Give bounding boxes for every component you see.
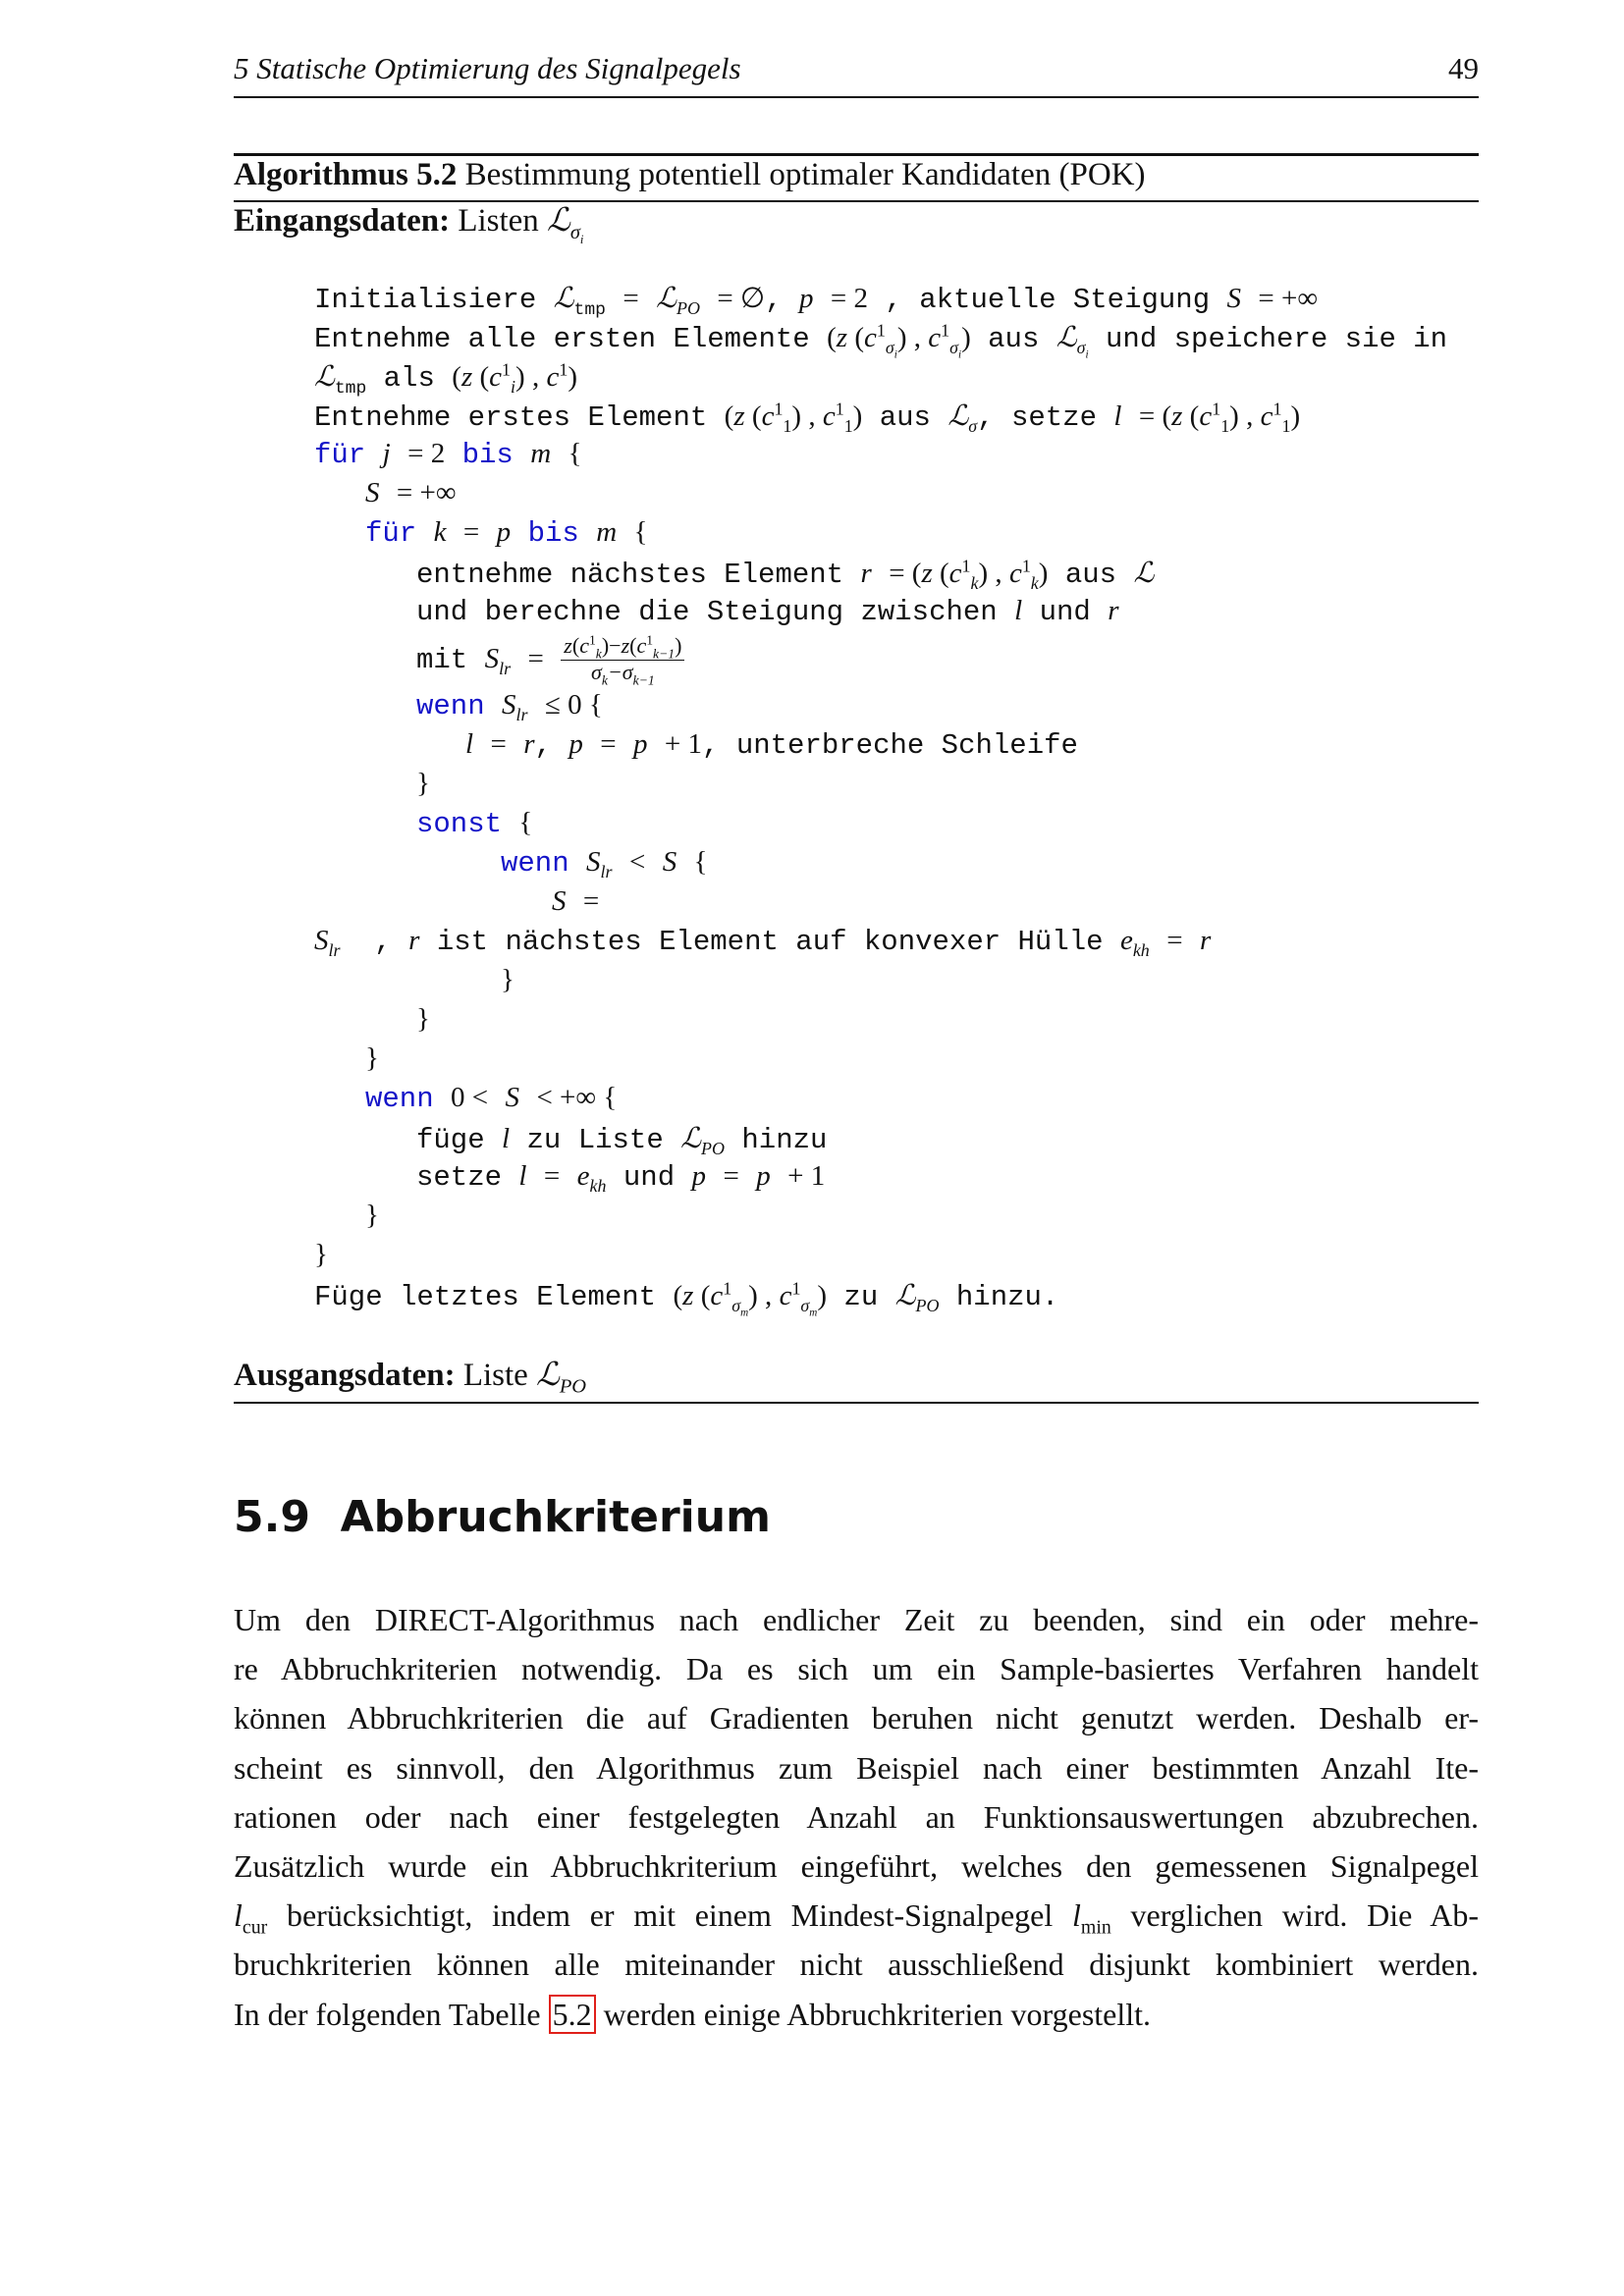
paragraph-line: scheint es sinnvoll, den Algorithmus zum Beispiel nach einer bestimmten Anzahl Ite- <box>234 1749 1479 1786</box>
code-line: } <box>416 768 430 799</box>
code-line: } <box>365 1200 379 1231</box>
input-text: Listen <box>458 203 539 239</box>
paragraph-line: bruchkriterien können alle miteinander nicht ausschließend disjunkt kombiniert werden. <box>234 1947 1479 1983</box>
code-line: und berechne die Steigung zwischen l und r <box>416 595 1119 628</box>
code-line: Entnehme erstes Element (z $(c^1_1)$ , $c^1_1$) aus ℒ$_\sigma$, setze l = (z $(c^1_1)$ , $c^1_1$) <box>314 399 1301 436</box>
section-heading <box>234 1492 771 1542</box>
algorithm-caption <box>234 157 1145 193</box>
code-line: l = r, p = p + 1, unterbreche Schleife <box>465 728 1078 762</box>
chapter-title: 5 Statische Optimierung des Signalpegels <box>234 51 741 85</box>
algorithm-top-rule <box>234 153 1479 156</box>
input-label: Eingangsdaten: <box>234 203 451 239</box>
paragraph-line: $l_{cur}$ berücksichtigt, indem er mit einem Mindest-Signalpegel $l_{min}$ verglichen wird. Die Ab- <box>234 1897 1480 1939</box>
code-line: S = <box>552 885 600 917</box>
code-line: Entnehme alle ersten Elemente (z $(c^1_{\sigma_i})$ , $c^1_{\sigma_i}$) aus ℒ$_{\sigma_i}$ und speichere sie in <box>314 320 1448 361</box>
code-line: S = +∞ <box>365 477 457 508</box>
algorithm-label: Algorithmus 5.2 <box>234 157 458 192</box>
output-text: Liste <box>462 1358 528 1393</box>
code-line: } <box>365 1042 379 1074</box>
paragraph-line: können Abbruchkriterien die auf Gradienten beruhen nicht genutzt werden. Deshalb er- <box>234 1700 1479 1736</box>
table-reference-link[interactable]: 5.2 <box>549 1995 596 2034</box>
code-line: } <box>314 1239 328 1270</box>
paragraph-line: re Abbruchkriterien notwendig. Da es sich um ein Sample-basiertes Verfahren handelt <box>234 1651 1479 1687</box>
section-number: 5.9 <box>234 1492 310 1542</box>
section-title: Abbruchkriterium <box>340 1492 771 1542</box>
code-line: entnehme nächstes Element r = (z $(c^1_k)$ , $c^1_k$) aus ℒ <box>416 556 1155 593</box>
code-line: sonst { <box>416 807 533 840</box>
paragraph-line: Zusätzlich wurde ein Abbruchkriterium eingeführt, welches den gemessenen Signalpegel <box>234 1847 1479 1884</box>
code-line: wenn $S_{lr} < S$ { <box>501 846 708 881</box>
code-line: wenn $S_{lr} \le 0$ { <box>416 689 603 724</box>
paragraph-line: Um den DIRECT-Algorithmus nach endlicher Zeit zu beenden, sind ein oder mehre- <box>234 1602 1479 1637</box>
code-line: füge l zu Liste ℒ$_{PO}$ hinzu <box>416 1123 828 1158</box>
code-line: } <box>416 1003 430 1035</box>
paragraph-line: In der folgenden Tabelle 5.2 werden einige Abbruchkriterien vorgestellt. <box>234 1996 1152 2032</box>
algorithm-input: Eingangsdaten: Listen ℒ$_{\sigma_i}$ <box>234 203 584 246</box>
output-label: Ausgangsdaten: <box>234 1358 456 1393</box>
code-line: setze $l = e_{kh}$ und p = p + 1 <box>416 1160 826 1196</box>
code-line: wenn 0 < S < +∞ { <box>365 1082 618 1115</box>
code-line: für k = p bis m { <box>365 516 648 550</box>
code-line: Initialisiere ℒ$_{tmp}$ = ℒ$_{PO}$ = ∅, p = 2 , aktuelle Steigung S = +∞ <box>314 283 1319 320</box>
code-line: $S_{lr}$ , r ist nächstes Element auf konvexer Hülle $e_{kh} = r$ <box>314 925 1212 960</box>
algorithm-output: Ausgangsdaten: Liste ℒ$_{PO}$ <box>234 1358 587 1398</box>
algorithm-title: Bestimmung potentiell optimaler Kandidaten (POK) <box>464 157 1146 192</box>
page-number: 49 <box>1448 51 1479 85</box>
header-rule <box>234 96 1479 98</box>
code-line: Füge letztes Element (z $(c^1_{\sigma_m})$ , $c^1_{\sigma_m}$) zu ℒ$_{PO}$ hinzu. <box>314 1278 1059 1319</box>
algorithm-bottom-rule <box>234 1402 1479 1404</box>
code-line: } <box>501 964 514 995</box>
code-line: ℒ$_{tmp}$ als (z $(c^1_i)$ , $c^1$) <box>314 359 577 399</box>
code-line: für j = 2 bis m { <box>314 438 582 471</box>
paragraph-line: rationen oder nach einer festgelegten Anzahl an Funktionsauswertungen abzubrechen. <box>234 1798 1479 1835</box>
code-line: mit $S_{lr}$ = $\frac{z(c^1_k)-z(c^1_{k-1})}{\sigma_k-\sigma_{k-1}}$ <box>416 634 684 686</box>
body-paragraph <box>234 1595 1479 2039</box>
running-head <box>234 51 1479 96</box>
